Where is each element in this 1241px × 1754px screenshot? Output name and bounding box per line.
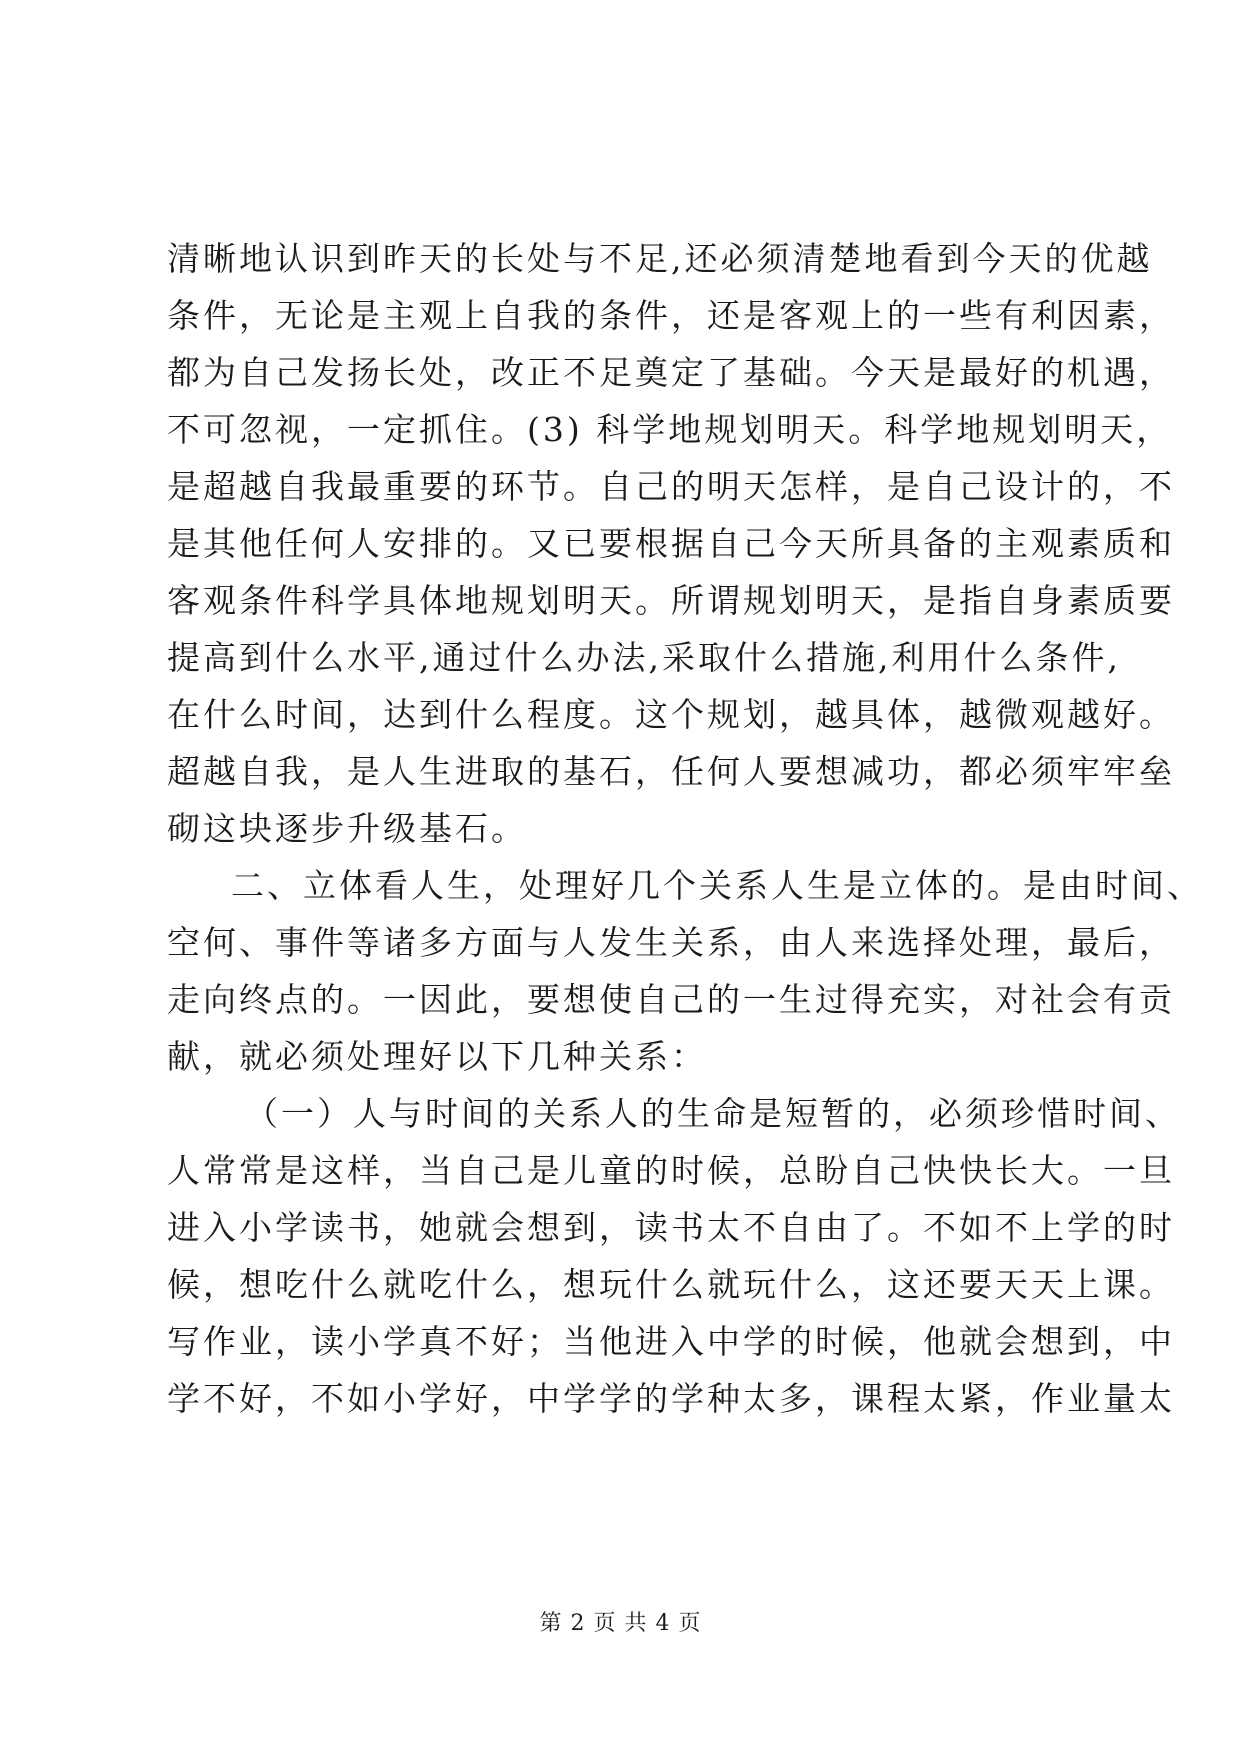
text-line: 人常常是这样，当自己是儿童的时候，总盼自己快快长大。一旦 xyxy=(167,1151,1175,1190)
text-line: 提高到什么水平,通过什么办法,采取什么措施,利用什么条件, xyxy=(167,638,1121,677)
document-body xyxy=(167,230,1203,1427)
text-line: 清晰地认识到昨天的长处与不足,还必须清楚地看到今天的优越 xyxy=(167,239,1153,278)
text-line: 候，想吃什么就吃什么，想玩什么就玩什么，这还要天天上课。 xyxy=(167,1265,1175,1304)
text-line: 客观条件科学具体地规划明天。所谓规划明天，是指自身素质要 xyxy=(167,581,1175,620)
text-line: 在什么时间，达到什么程度。这个规划，越具体，越微观越好。 xyxy=(167,695,1175,734)
text-line: 献，就必须处理好以下几种关系： xyxy=(167,1037,707,1076)
text-line: 是超越自我最重要的环节。自己的明天怎样，是自己设计的，不 xyxy=(167,467,1175,506)
paragraph-1 xyxy=(167,230,1175,857)
paragraph-3 xyxy=(167,1085,1181,1427)
text-line: 进入小学读书，她就会想到，读书太不自由了。不如不上学的时 xyxy=(167,1208,1175,1247)
text-line: 砌这块逐步升级基石。 xyxy=(167,809,527,848)
text-line: 写作业，读小学真不好；当他进入中学的时候，他就会想到，中 xyxy=(167,1322,1175,1361)
text-line: 空何、事件等诸多方面与人发生关系，由人来选择处理，最后， xyxy=(167,923,1175,962)
page-number-footer: 第 2 页 共 4 页 xyxy=(539,1611,702,1636)
text-line: （一）人与时间的关系人的生命是短暂的，必须珍惜时间、 xyxy=(245,1094,1181,1133)
text-line: 二、立体看人生，处理好几个关系人生是立体的。是由时间、 xyxy=(231,866,1203,905)
text-line: 不可忽视，一定抓住。(3) 科学地规划明天。科学地规划明天， xyxy=(167,410,1173,449)
text-line: 超越自我，是人生进取的基石，任何人要想减功，都必须牢牢垒 xyxy=(167,752,1175,791)
text-line: 走向终点的。一因此，要想使自己的一生过得充实，对社会有贡 xyxy=(167,980,1175,1019)
text-line: 都为自己发扬长处，改正不足奠定了基础。今天是最好的机遇， xyxy=(167,353,1175,392)
text-line: 条件，无论是主观上自我的条件，还是客观上的一些有利因素， xyxy=(167,296,1175,335)
paragraph-2 xyxy=(167,857,1203,1085)
text-line: 是其他任何人安排的。又已要根据自己今天所具备的主观素质和 xyxy=(167,524,1175,563)
text-line: 学不好，不如小学好，中学学的学种太多，课程太紧，作业量太 xyxy=(167,1379,1175,1418)
